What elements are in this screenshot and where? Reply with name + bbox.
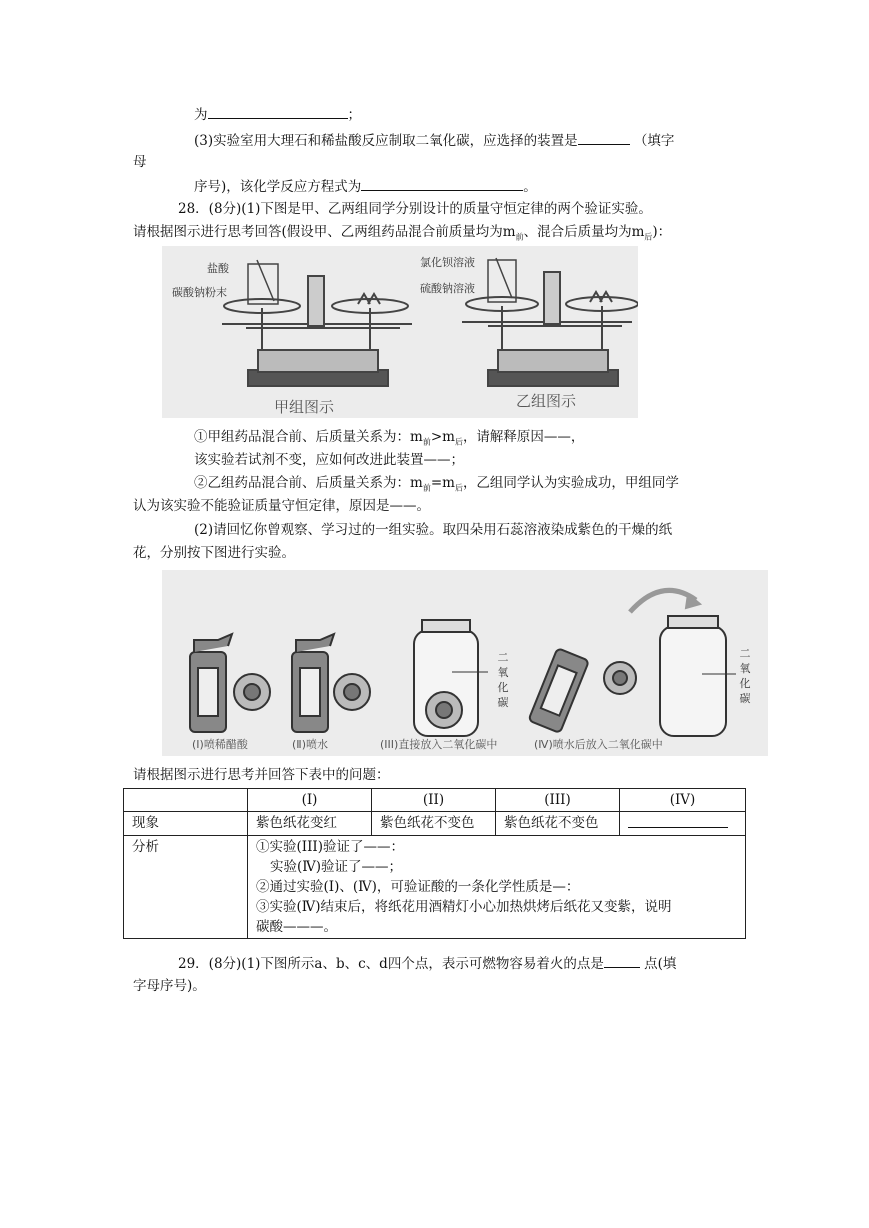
q29-line-1: 29．(8分)(1)下图所示a、b、c、d四个点，表示可燃物容易着火的点是 点(填 — [178, 953, 676, 974]
flower-experiment-illustration — [162, 570, 768, 756]
q28-intro-2: 请根据图示进行思考回答(假设甲、乙两组药品混合前质量均为$m_前$、混合后质量均为$m_后$)： — [133, 224, 672, 242]
phenomenon-cell: 紫色纸花不变色 — [496, 812, 620, 836]
q28-intro-1: 28．(8分)(1)下图是甲、乙两组同学分别设计的质量守恒定律的两个验证实验。 — [178, 201, 652, 217]
co2-label-jar-3: 二氧化碳 — [497, 651, 509, 709]
analysis-line: ③实验(Ⅳ)结束后，将纸花用酒精灯小心加热烘烤后纸花又变紫，说明 — [256, 899, 672, 915]
q29-line-2: 字母序号)。 — [133, 978, 206, 994]
answer-blank[interactable] — [578, 130, 630, 145]
table-header-cell: (IV) — [620, 789, 746, 812]
analysis-line: 碳酸———。 — [256, 919, 337, 935]
answer-blank[interactable] — [628, 813, 728, 828]
table-header-cell: (I) — [248, 789, 372, 812]
analysis-table — [123, 788, 746, 939]
table-header-cell — [124, 789, 248, 812]
analysis-cell — [248, 836, 746, 939]
label-sodium-carbonate: 碳酸钠粉末 — [172, 286, 227, 299]
label-sodium-sulfate: 硫酸钠溶液 — [420, 282, 475, 295]
balance-figure — [162, 246, 638, 418]
flower-experiment-figure — [162, 570, 768, 756]
q28-a1-line-2: 该实验若试剂不变，应如何改进此装置——； — [194, 452, 464, 468]
q27-line-1: 为 ； — [194, 104, 361, 125]
analysis-line: ①实验(III)验证了——： — [256, 839, 405, 855]
q28-p2-line-1: (2)请回忆你曾观察、学习过的一组实验。取四朵用石蕊溶液染成紫色的干燥的纸 — [194, 522, 673, 538]
q27-line-4: 序号)，该化学反应方程式为 。 — [194, 176, 537, 197]
answer-blank[interactable] — [604, 953, 640, 968]
co2-label-jar-4: 二氧化碳 — [739, 647, 751, 705]
analysis-line: ②通过实验(I)、(Ⅳ)，可验证酸的一条化学性质是—： — [256, 879, 580, 895]
table-header-cell: (II) — [372, 789, 496, 812]
q28-a2-line-1: ②乙组药品混合前、后质量关系为：$m_前=m_后$，乙组同学认为实验成功，甲组同学 — [194, 475, 679, 493]
analysis-line: 实验(Ⅳ)验证了——； — [270, 859, 403, 875]
caption-experiment-4: (Ⅳ)喷水后放入二氧化碳中 — [534, 738, 663, 751]
q28-p2-line-2: 花，分别按下图进行实验。 — [133, 545, 295, 561]
q28-a1-line-1: ①甲组药品混合前、后质量关系为：$m_前>m_后$，请解释原因——， — [194, 429, 585, 447]
table-row-analysis — [124, 836, 746, 939]
phenomenon-cell: 紫色纸花变红 — [248, 812, 372, 836]
caption-group-b: 乙组图示 — [516, 392, 577, 410]
q27-line-2: (3)实验室用大理石和稀盐酸反应制取二氧化碳，应选择的装置是 （填字 — [194, 130, 674, 151]
caption-experiment-2: (Ⅱ)喷水 — [292, 738, 328, 751]
caption-experiment-3: (III)直接放入二氧化碳中 — [380, 738, 498, 751]
caption-experiment-1: (Ⅰ)喷稀醋酸 — [192, 738, 248, 751]
answer-blank[interactable] — [208, 104, 348, 119]
phenomenon-answer-cell[interactable] — [620, 812, 746, 836]
table-row-phenomenon — [124, 812, 746, 836]
label-barium-chloride: 氯化钡溶液 — [420, 256, 475, 269]
table-header-cell: (III) — [496, 789, 620, 812]
table-intro: 请根据图示进行思考并回答下表中的问题： — [133, 767, 390, 783]
label-hydrochloric-acid: 盐酸 — [207, 262, 229, 275]
q28-a2-line-2: 认为该实验不能验证质量守恒定律，原因是——。 — [133, 498, 430, 514]
phenomenon-label: 现象 — [124, 812, 248, 836]
table-header-row — [124, 789, 746, 812]
phenomenon-cell: 紫色纸花不变色 — [372, 812, 496, 836]
answer-blank[interactable] — [361, 176, 523, 191]
caption-group-a: 甲组图示 — [274, 398, 335, 416]
q27-line-3: 母 — [133, 154, 147, 170]
analysis-label: 分析 — [124, 836, 248, 939]
